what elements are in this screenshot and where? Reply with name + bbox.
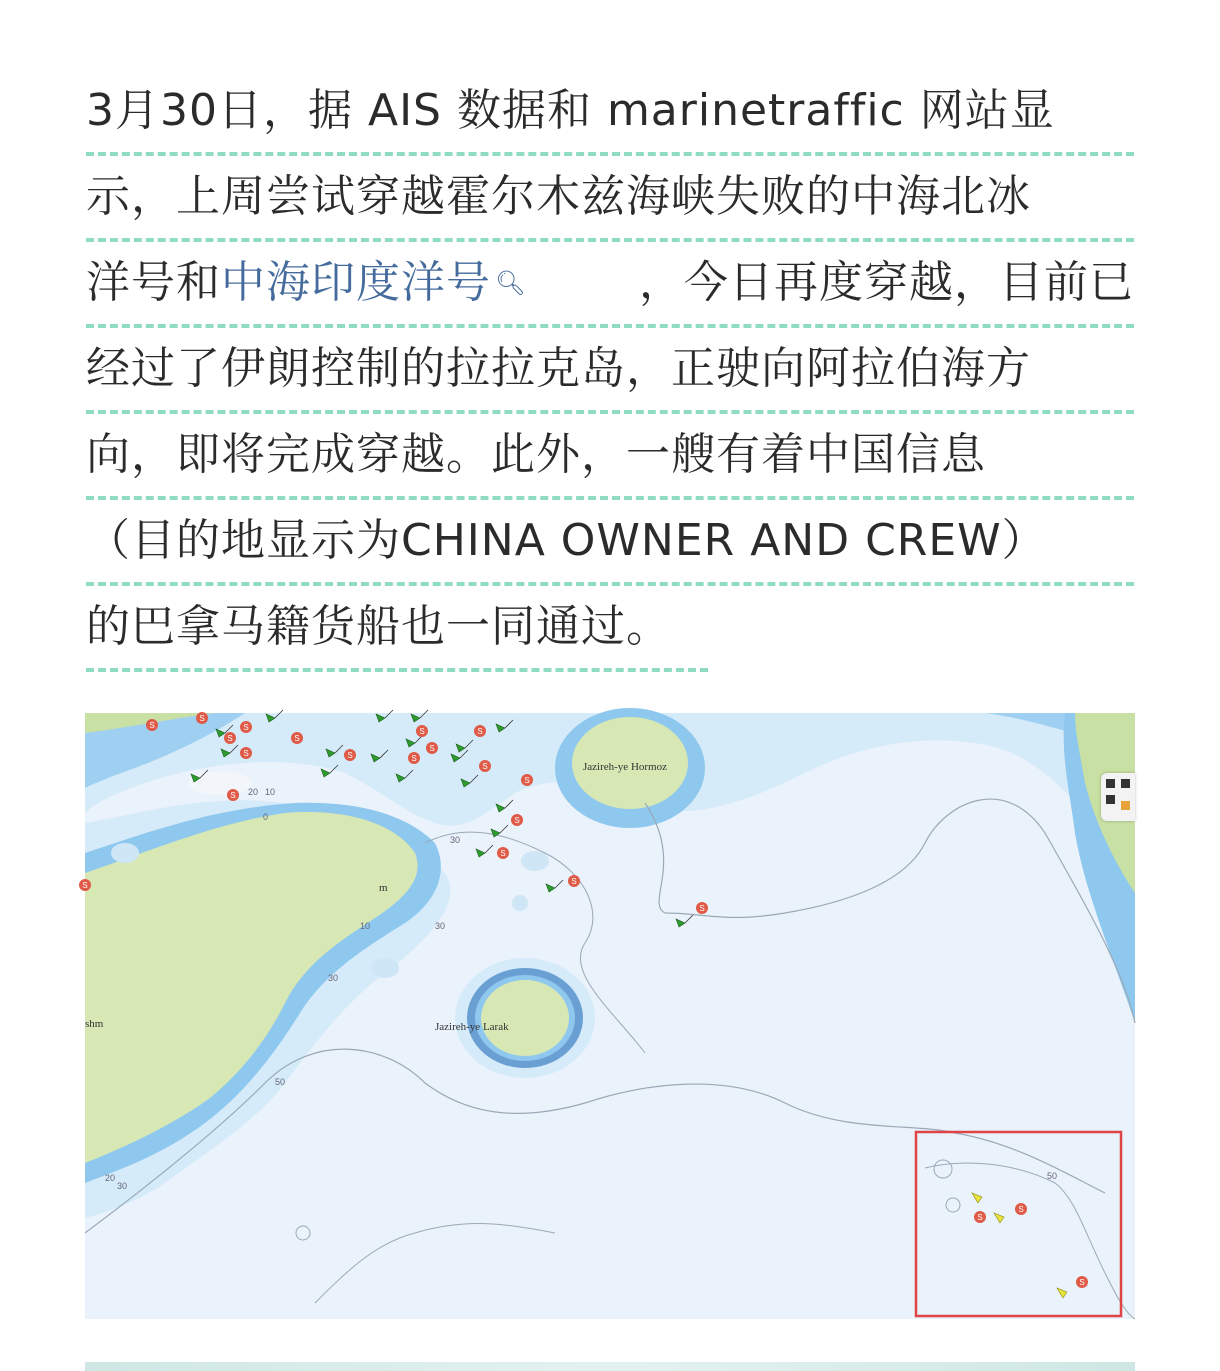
depth-label: 30 <box>117 1181 128 1191</box>
ship-marker-icon[interactable] <box>224 732 236 744</box>
article-line-5: 向，即将完成穿越。此外，一艘有着中国信息 <box>86 414 1134 500</box>
depth-label: 50 <box>1047 1171 1058 1181</box>
ship-marker-letter: S <box>294 734 300 743</box>
depth-label: 20 <box>105 1173 116 1183</box>
map-canvas <box>82 713 1135 1319</box>
ship-marker-icon[interactable] <box>146 719 158 731</box>
ship-marker-letter: S <box>230 791 236 800</box>
depth-label: 30 <box>328 973 339 983</box>
ship-marker-icon[interactable] <box>1076 1276 1088 1288</box>
ship-marker-letter: S <box>524 776 530 785</box>
depth-label: 20 <box>248 787 259 797</box>
ship-name-link[interactable]: 中海印度洋号 <box>221 257 491 308</box>
ship-marker-letter: S <box>514 816 520 825</box>
article-line-1: 3月30日，据 AIS 数据和 marinetraffic 网站显 <box>86 70 1134 156</box>
ship-marker-icon[interactable] <box>227 789 239 801</box>
ship-marker-icon[interactable] <box>1015 1203 1027 1215</box>
ship-marker-letter: S <box>571 877 577 886</box>
ship-marker-icon[interactable] <box>511 814 523 826</box>
ship-marker-icon[interactable] <box>240 747 252 759</box>
ship-marker-icon[interactable] <box>479 760 491 772</box>
ship-marker-icon[interactable] <box>568 875 580 887</box>
ship-tracking-map[interactable] <box>82 713 1135 1319</box>
ship-marker-letter: S <box>500 849 506 858</box>
depth-label: 50 <box>275 1077 286 1087</box>
article-line-6: （目的地显示为CHINA OWNER AND CREW） <box>86 500 1134 586</box>
ship-marker-icon[interactable] <box>474 725 486 737</box>
search-icon[interactable]: 🔍︎ <box>495 269 527 297</box>
ship-marker-letter: S <box>227 734 233 743</box>
ship-marker-letter: S <box>977 1213 983 1222</box>
larak-label: Jazireh-ye Larak <box>435 1021 509 1033</box>
ship-marker-icon[interactable] <box>416 725 428 737</box>
ship-marker-icon[interactable] <box>291 732 303 744</box>
depth-label: 0 <box>263 812 269 822</box>
ship-marker-icon[interactable] <box>521 774 533 786</box>
article-line-3: 洋号和 中海印度洋号 🔍︎ ，今日再度穿越，目前已 <box>86 242 1134 328</box>
article-text <box>86 70 1134 672</box>
ship-marker-letter: S <box>699 904 705 913</box>
ship-marker-letter: S <box>482 762 488 771</box>
article-line-4: 经过了伊朗控制的拉拉克岛，正驶向阿拉伯海方 <box>86 328 1134 414</box>
qeshm-label: shm <box>85 1018 104 1030</box>
ship-marker-letter: S <box>411 754 417 763</box>
qr-code-icon[interactable] <box>1101 773 1135 821</box>
depth-label: 10 <box>265 787 276 797</box>
ship-marker-icon[interactable] <box>974 1211 986 1223</box>
ship-marker-letter: S <box>1018 1205 1024 1214</box>
ship-marker-icon[interactable] <box>426 742 438 754</box>
ship-marker-letter: S <box>243 749 249 758</box>
depth-label: 30 <box>435 921 446 931</box>
ship-marker-letter: S <box>1079 1278 1085 1287</box>
next-image-edge <box>85 1362 1135 1371</box>
ship-marker-icon[interactable] <box>408 752 420 764</box>
ship-marker-letter: S <box>429 744 435 753</box>
ship-marker-letter: S <box>149 721 155 730</box>
ship-marker-icon[interactable] <box>79 879 91 891</box>
depth-label: 10 <box>360 921 371 931</box>
ship-marker-icon[interactable] <box>196 712 208 724</box>
ship-marker-letter: S <box>82 881 88 890</box>
ship-marker-letter: S <box>477 727 483 736</box>
article-line-2: 示，上周尝试穿越霍尔木兹海峡失败的中海北冰 <box>86 156 1134 242</box>
ship-marker-letter: S <box>199 714 205 723</box>
ship-marker-letter: S <box>243 723 249 732</box>
depth-label: 30 <box>450 835 461 845</box>
ship-marker-icon[interactable] <box>696 902 708 914</box>
ship-marker-icon[interactable] <box>497 847 509 859</box>
hormoz-label: Jazireh-ye Hormoz <box>583 761 667 773</box>
ship-marker-icon[interactable] <box>344 749 356 761</box>
ship-marker-letter: S <box>347 751 353 760</box>
ship-marker-letter: S <box>419 727 425 736</box>
place-label: m <box>379 882 388 894</box>
ship-marker-icon[interactable] <box>240 721 252 733</box>
article-line-7: 的巴拿马籍货船也一同通过。 <box>86 586 708 672</box>
